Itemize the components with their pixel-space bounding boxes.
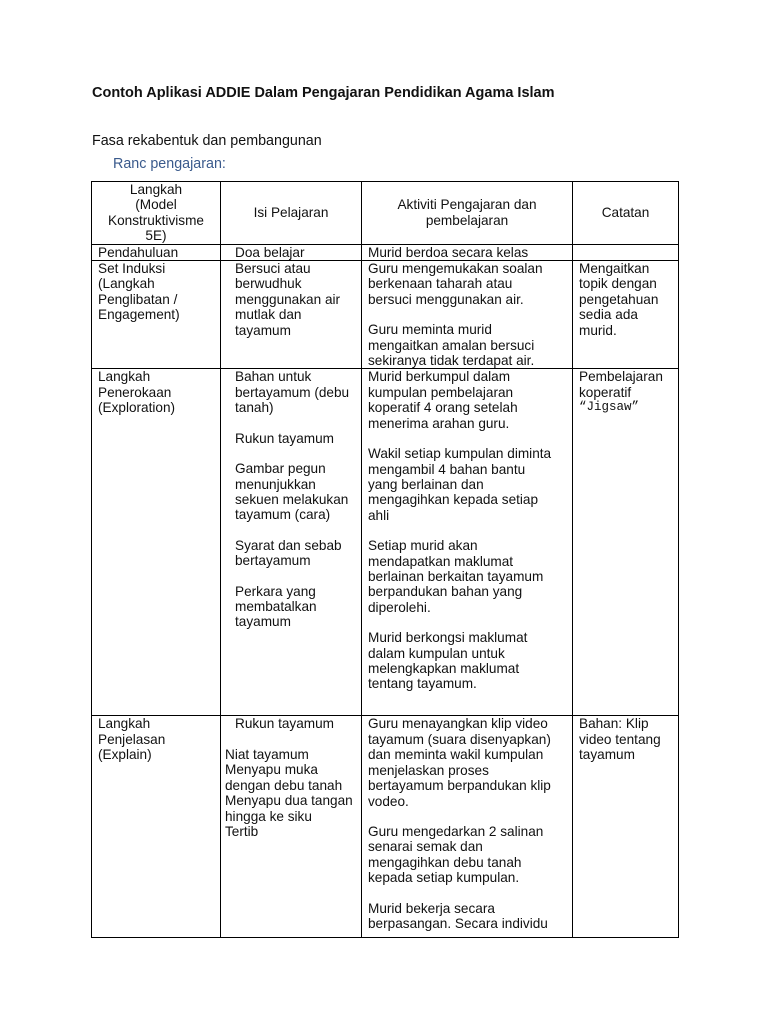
list-item: dengan debu tanah bbox=[225, 777, 343, 793]
activity-cell: Guru mengemukakan soalan berkenaan taharah atau bersuci menggunakan air. Guru meminta murid mengaitkan amalan bersuci sekiranya tidak terdapat air. bbox=[362, 261, 573, 369]
phase-heading: Fasa rekabentuk dan pembangunan bbox=[92, 133, 322, 149]
activity-cell: Guru menayangkan klip video tayamum (suara disenyapkan) dan meminta wakil kumpulan menjelaskan proses bertayamum berpandukan klip vodeo. Guru mengedarkan 2 salinan senarai semak dan mengagihkan debu tanah kepada setiap kumpulan. Murid bekerja secara berpasangan. Secara individu bbox=[362, 716, 573, 938]
section-heading: Ranc pengajaran: bbox=[113, 156, 226, 172]
header-content: Isi Pelajaran bbox=[221, 182, 362, 245]
notes-cell: Pembelajaran koperatif “Jigsaw” bbox=[573, 369, 679, 716]
content-cell: Bersuci atau berwudhuk menggunakan air mutlak dan tayamum bbox=[221, 261, 362, 369]
activity-cell: Murid berkumpul dalam kumpulan pembelajaran koperatif 4 orang setelah menerima arahan guru. Wakil setiap kumpulan diminta mengambil 4 bahan bantu yang berlainan dan mengagihkan kepada setiap ahli Setiap murid akan mendapatkan maklumat berlainan berkaitan tayamum berpandukan bahan yang diperolehi. Murid berkongsi maklumat dalam kumpulan untuk melengkapkan maklumat tentang tayamum. bbox=[362, 369, 573, 716]
lesson-plan-table bbox=[91, 181, 679, 938]
content-cell: Rukun tayamum Niat tayamum Menyapu muka dengan debu tanah Menyapu dua tangan hingga ke siku Tertib bbox=[221, 716, 362, 938]
list-item: Tertib bbox=[225, 823, 259, 839]
step-cell: Langkah Penerokaan (Exploration) bbox=[92, 369, 221, 716]
header-activity: Aktiviti Pengajaran dan pembelajaran bbox=[362, 182, 573, 245]
table-header-row bbox=[92, 182, 679, 245]
notes-cell bbox=[573, 244, 679, 260]
header-step: Langkah (Model Konstruktivisme 5E) bbox=[92, 182, 221, 245]
table-row bbox=[92, 244, 679, 260]
list-item: Menyapu muka bbox=[225, 762, 318, 778]
table-row bbox=[92, 716, 679, 938]
document-title: Contoh Aplikasi ADDIE Dalam Pengajaran Pendidikan Agama Islam bbox=[92, 85, 555, 101]
list-item: Menyapu dua tangan bbox=[225, 793, 353, 809]
activity-cell: Murid berdoa secara kelas bbox=[362, 244, 573, 260]
step-cell: Pendahuluan bbox=[92, 244, 221, 260]
notes-cell: Mengaitkan topik dengan pengetahuan sedia ada murid. bbox=[573, 261, 679, 369]
content-cell: Doa belajar bbox=[221, 244, 362, 260]
content-cell: Bahan untuk bertayamum (debu tanah) Rukun tayamum Gambar pegun menunjukkan sekuen melakukan tayamum (cara) Syarat dan sebab bertayamum Perkara yang membatalkan tayamum bbox=[221, 369, 362, 716]
header-notes: Catatan bbox=[573, 182, 679, 245]
notes-cell: Bahan: Klip video tentang tayamum bbox=[573, 716, 679, 938]
table-row bbox=[92, 261, 679, 369]
step-cell: Langkah Penjelasan (Explain) bbox=[92, 716, 221, 938]
jigsaw-label: “Jigsaw” bbox=[579, 400, 640, 415]
step-cell: Set Induksi (Langkah Penglibatan / Engagement) bbox=[92, 261, 221, 369]
list-item: hingga ke siku bbox=[225, 808, 312, 824]
list-item: Niat tayamum bbox=[225, 746, 309, 762]
table-row bbox=[92, 369, 679, 716]
